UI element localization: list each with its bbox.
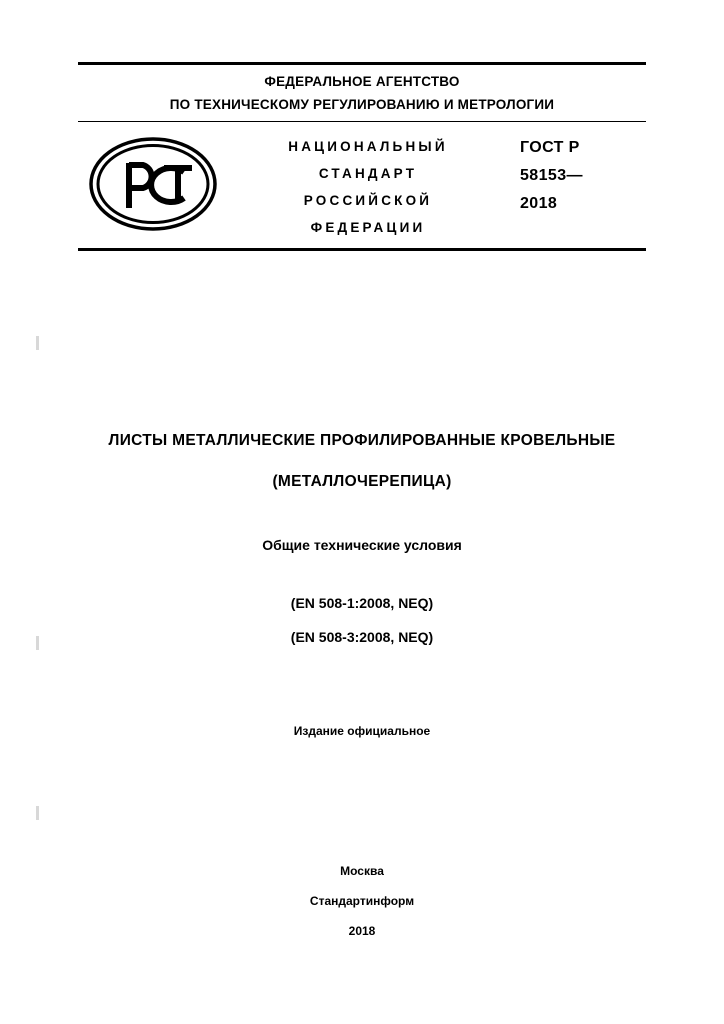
scan-artifact [36,636,39,650]
equivalence-reference-2: (EN 508-3:2008, NEQ) [290,628,434,645]
agency-line-1: ФЕДЕРАЛЬНОЕ АГЕНТСТВО [264,74,460,89]
document-title-block [62,432,662,645]
standard-number-year: 2018 [520,195,558,212]
national-standard-title [228,139,508,247]
document-header [78,62,646,251]
standard-number-code: 58153— [520,167,583,184]
edition-note: Издание официальное [293,724,431,738]
national-standard-line-4: ФЕДЕРАЦИИ [310,220,426,235]
agency-line-2: ПО ТЕХНИЧЕСКОМУ РЕГУЛИРОВАНИЮ И МЕТРОЛОГИИ [169,97,555,112]
specification-label: Общие технические условия [262,536,462,553]
national-standard-line-1: НАЦИОНАЛЬНЫЙ [288,139,448,154]
imprint-block [62,864,662,954]
equivalence-reference-1: (EN 508-1:2008, NEQ) [290,594,434,611]
standard-number-prefix: ГОСТ Р [520,139,580,156]
header-bottom-rule [78,248,646,251]
header-identity-row [78,122,646,248]
imprint-year: 2018 [348,924,376,938]
imprint-publisher: Стандартинформ [309,894,415,908]
national-standard-line-2: СТАНДАРТ [318,166,418,181]
page-subtitle: (МЕТАЛЛОЧЕРЕПИЦА) [272,472,452,490]
imprint-city: Москва [340,864,384,878]
scan-artifact [36,336,39,350]
scan-artifact [36,806,39,820]
rosstandart-emblem-icon [88,136,218,232]
page-title: ЛИСТЫ МЕТАЛЛИЧЕСКИЕ ПРОФИЛИРОВАННЫЕ КРОВЕЛЬНЫЕ [108,432,616,449]
national-standard-line-3: РОССИЙСКОЙ [303,193,433,208]
standard-number [520,139,640,223]
